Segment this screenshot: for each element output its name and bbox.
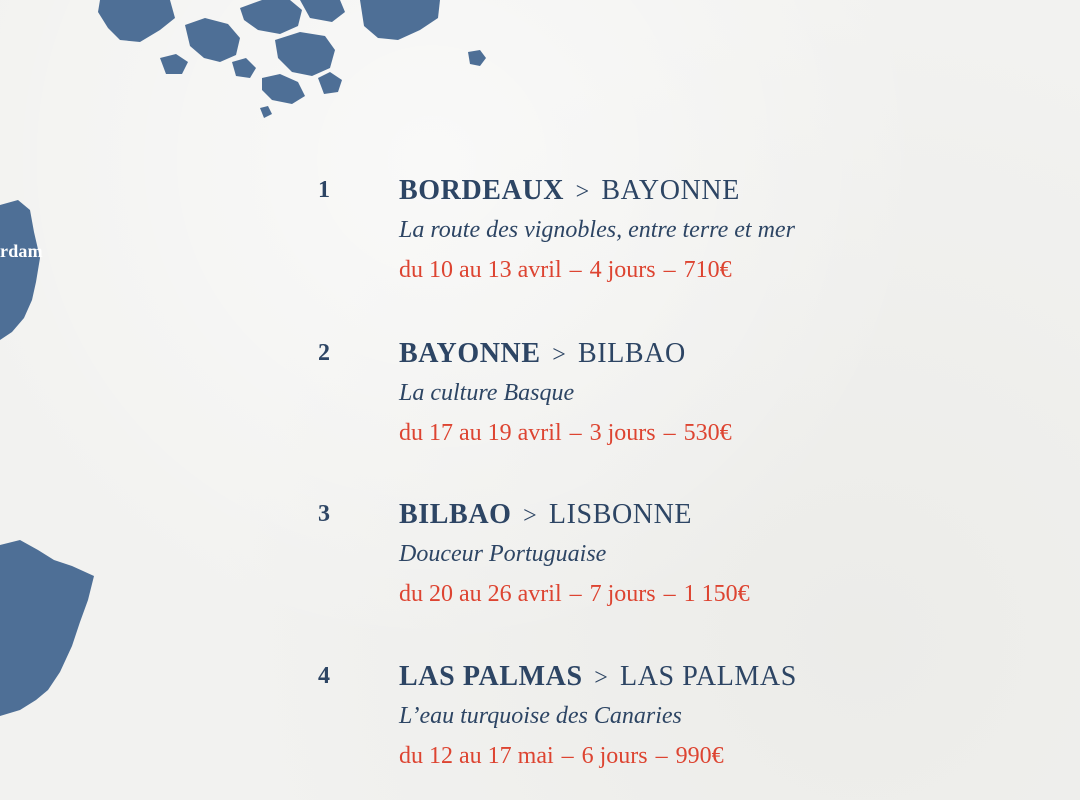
leg-origin: BORDEAUX: [399, 175, 565, 206]
leg-route: [399, 662, 797, 693]
leg-dates: du 10 au 13 avril: [399, 257, 562, 283]
dash-separator: –: [561, 743, 574, 769]
leg-destination: BILBAO: [578, 338, 686, 369]
leg-duration: 4 jours: [589, 257, 656, 283]
leg-details: [399, 419, 732, 447]
leg-subtitle: L’eau turquoise des Canaries: [399, 703, 682, 729]
leg-details: [399, 580, 750, 608]
leg-price: 990€: [675, 743, 724, 769]
dash-separator: –: [663, 581, 676, 607]
leg-subtitle: La culture Basque: [399, 380, 575, 406]
dash-separator: –: [569, 581, 582, 607]
map-city-label: rdam: [0, 241, 43, 261]
leg-number: 1: [318, 177, 330, 203]
dash-separator: –: [663, 420, 676, 446]
leg-number: 2: [318, 340, 330, 366]
leg-dates: du 20 au 26 avril: [399, 581, 562, 607]
leg-price: 1 150€: [683, 581, 750, 607]
route-separator: >: [594, 665, 609, 691]
leg-origin: BAYONNE: [399, 338, 541, 369]
leg-route: [399, 339, 686, 370]
dash-separator: –: [655, 743, 668, 769]
itinerary-leg-3: [318, 500, 1058, 630]
leg-dates: du 17 au 19 avril: [399, 420, 562, 446]
itinerary-leg-1: [318, 176, 1058, 306]
leg-route: [399, 176, 740, 207]
dash-separator: –: [569, 420, 582, 446]
leg-subtitle: La route des vignobles, entre terre et mer: [399, 217, 795, 243]
leg-origin: BILBAO: [399, 499, 512, 530]
leg-number: 4: [318, 663, 330, 689]
route-separator: >: [575, 179, 590, 205]
leg-destination: BAYONNE: [601, 175, 740, 206]
leg-route: [399, 500, 692, 531]
leg-number: 3: [318, 501, 330, 527]
leg-destination: LISBONNE: [548, 499, 693, 530]
leg-destination: LAS PALMAS: [619, 661, 797, 692]
leg-details: [399, 256, 732, 284]
leg-price: 530€: [683, 420, 732, 446]
leg-duration: 6 jours: [581, 743, 648, 769]
route-separator: >: [523, 503, 538, 529]
leg-duration: 7 jours: [589, 581, 656, 607]
leg-subtitle: Douceur Portuguaise: [399, 541, 607, 567]
dash-separator: –: [663, 257, 676, 283]
leg-price: 710€: [683, 257, 732, 283]
itinerary-leg-4: [318, 662, 1058, 792]
leg-dates: du 12 au 17 mai: [399, 743, 554, 769]
leg-origin: LAS PALMAS: [399, 661, 583, 692]
itinerary-leg-2: [318, 339, 1058, 469]
route-separator: >: [552, 342, 567, 368]
leg-details: [399, 742, 724, 770]
dash-separator: –: [569, 257, 582, 283]
leg-duration: 3 jours: [589, 420, 656, 446]
